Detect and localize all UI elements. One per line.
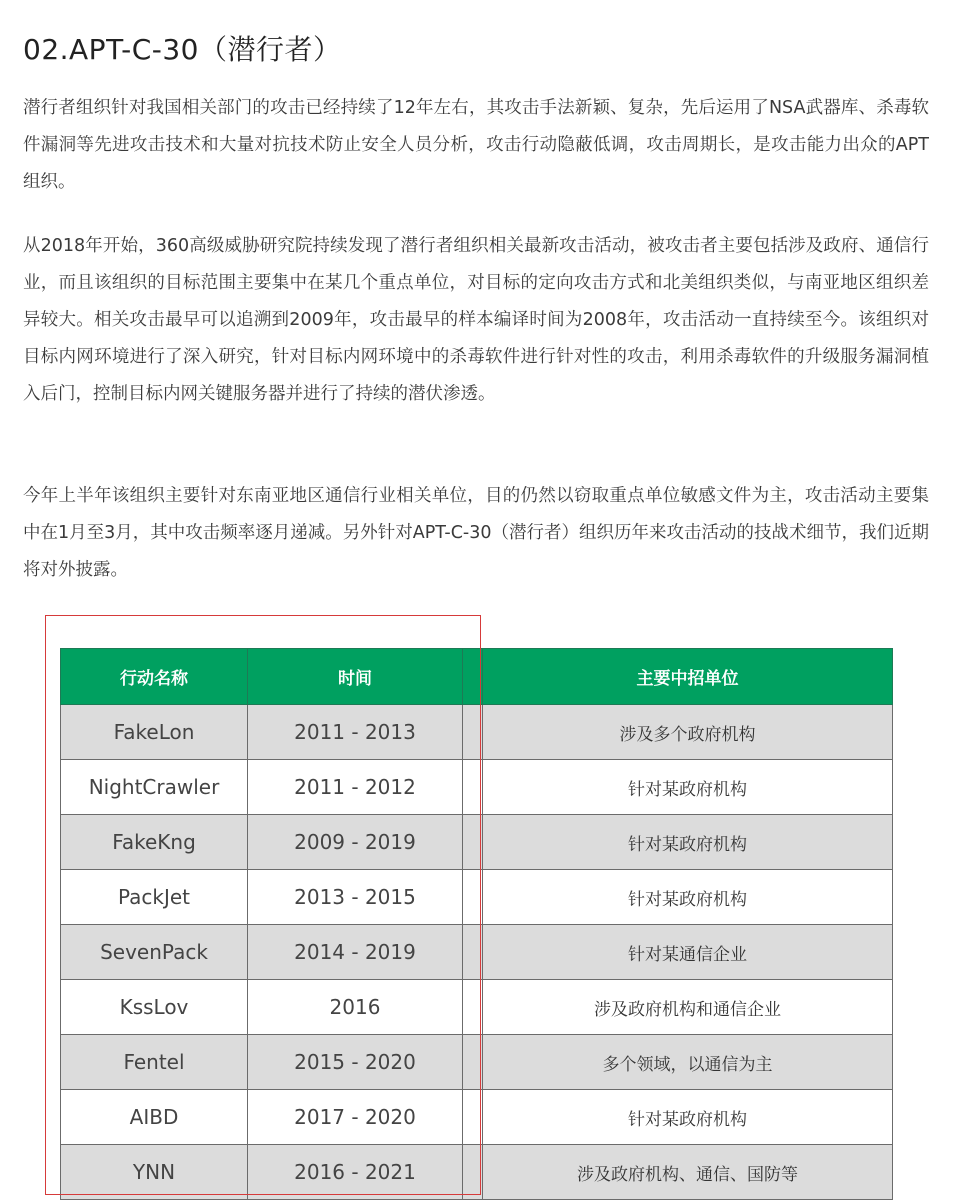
cell-operation-name: KssLov (61, 980, 248, 1035)
operations-table-container (60, 648, 892, 1200)
cell-time: 2017 - 2020 (248, 1090, 463, 1145)
cell-main-target: 涉及多个政府机构 (483, 705, 893, 760)
table-row (61, 925, 893, 980)
cell-time: 2011 - 2012 (248, 760, 463, 815)
table-row (61, 705, 893, 760)
cell-operation-name: Fentel (61, 1035, 248, 1090)
cell-time: 2009 - 2019 (248, 815, 463, 870)
cell-spacer (463, 925, 483, 980)
cell-main-target: 针对某政府机构 (483, 815, 893, 870)
cell-spacer (463, 705, 483, 760)
cell-operation-name: PackJet (61, 870, 248, 925)
paragraph-3: 今年上半年该组织主要针对东南亚地区通信行业相关单位，目的仍然以窃取重点单位敏感文件为主，攻击活动主要集中在1月至3月，其中攻击频率逐月递减。另外针对APT-C-30（潜行者）组织历年来攻击活动的技战术细节，我们近期将对外披露。 (23, 486, 929, 580)
cell-main-target: 多个领域，以通信为主 (483, 1035, 893, 1090)
paragraph-1: 潜行者组织针对我国相关部门的攻击已经持续了12年左右，其攻击手法新颖、复杂，先后运用了NSA武器库、杀毒软件漏洞等先进攻击技术和大量对抗技术防止安全人员分析，攻击行动隐蔽低调，攻击周期长，是攻击能力出众的APT组织。 (23, 98, 929, 192)
cell-main-target: 涉及政府机构和通信企业 (483, 980, 893, 1035)
cell-spacer (463, 870, 483, 925)
cell-spacer (463, 815, 483, 870)
cell-spacer (463, 1035, 483, 1090)
table-row (61, 1035, 893, 1090)
header-spacer (463, 649, 483, 705)
cell-main-target: 针对某政府机构 (483, 760, 893, 815)
cell-operation-name: FakeLon (61, 705, 248, 760)
cell-time: 2016 (248, 980, 463, 1035)
table-row (61, 815, 893, 870)
cell-spacer (463, 980, 483, 1035)
cell-operation-name: NightCrawler (61, 760, 248, 815)
table-row (61, 870, 893, 925)
cell-time: 2014 - 2019 (248, 925, 463, 980)
cell-spacer (463, 760, 483, 815)
cell-spacer (463, 1145, 483, 1200)
cell-time: 2013 - 2015 (248, 870, 463, 925)
table-header-row (61, 649, 893, 705)
table-row (61, 1090, 893, 1145)
cell-operation-name: AIBD (61, 1090, 248, 1145)
cell-operation-name: YNN (61, 1145, 248, 1200)
cell-main-target: 针对某政府机构 (483, 1090, 893, 1145)
cell-main-target: 针对某通信企业 (483, 925, 893, 980)
cell-time: 2015 - 2020 (248, 1035, 463, 1090)
cell-main-target: 涉及政府机构、通信、国防等 (483, 1145, 893, 1200)
cell-operation-name: SevenPack (61, 925, 248, 980)
cell-main-target: 针对某政府机构 (483, 870, 893, 925)
header-main-targets: 主要中招单位 (483, 649, 893, 705)
table-row (61, 980, 893, 1035)
paragraph-2: 从2018年开始，360高级威胁研究院持续发现了潜行者组织相关最新攻击活动，被攻击者主要包括涉及政府、通信行业，而且该组织的目标范围主要集中在某几个重点单位，对目标的定向攻击方式和北美组织类似，与南亚地区组织差异较大。相关攻击最早可以追溯到2009年，攻击最早的样本编译时间为2008年，攻击活动一直持续至今。该组织对目标内网环境进行了深入研究，针对目标内网环境中的杀毒软件进行针对性的攻击，利用杀毒软件的升级服务漏洞植入后门，控制目标内网关键服务器并进行了持续的潜伏渗透。 (23, 236, 929, 404)
header-time: 时间 (248, 649, 463, 705)
cell-spacer (463, 1090, 483, 1145)
table-body (61, 705, 893, 1200)
header-operation-name: 行动名称 (61, 649, 248, 705)
cell-operation-name: FakeKng (61, 815, 248, 870)
table-row (61, 760, 893, 815)
cell-time: 2016 - 2021 (248, 1145, 463, 1200)
section-title: 02.APT-C-30（潜行者） (23, 33, 342, 66)
table-row (61, 1145, 893, 1200)
operations-table (60, 648, 893, 1200)
cell-time: 2011 - 2013 (248, 705, 463, 760)
